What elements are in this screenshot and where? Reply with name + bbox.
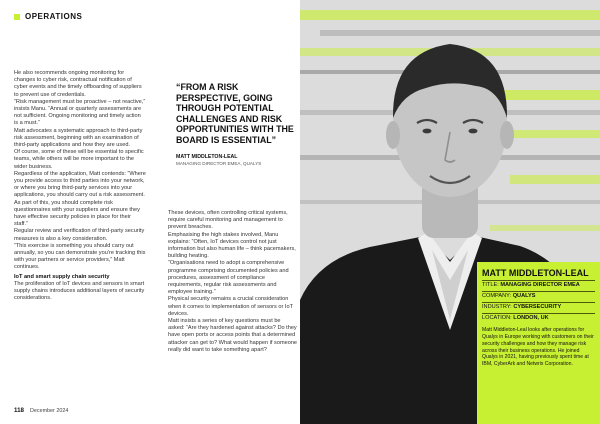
pull-quote-text: “FROM A RISK PERSPECTIVE, GOING THROUGH POTENTIAL CHALLENGES AND RISK OPPORTUNITIES WITH THE BOARD IS ESSENTIAL” bbox=[176, 82, 294, 145]
paragraph: Regardless of the application, Matt contends: “Where you provide access to third parties into your network, or where you bring third-party services into your applications, you should carry out a risk assessment. As part of this, you should complete risk questionnaires with your suppliers and ensure they have effective security policies in place for their staff.” bbox=[14, 170, 146, 228]
paragraph: Emphasising the high stakes involved, Manu explains: “Often, IoT devices control not just information but also human life – think pacemakers, building heating. bbox=[168, 231, 296, 260]
profile-location-row bbox=[482, 313, 595, 322]
paragraph: “Organisations need to adopt a comprehensive programme comprising documented policies and procedures, assessment of compliance requirements, regular risk assessments and employee training.” bbox=[168, 260, 289, 296]
issue-date: December 2024 bbox=[29, 408, 69, 414]
paragraph: Matt insists a series of key questions must be asked: “Are they hardened against attacks? Do they have open ports or access points that a determined attacker can get to? What would happen if someone really did want to take something apart? bbox=[168, 318, 298, 353]
profile-title-row bbox=[482, 280, 595, 289]
subheading: IoT and smart supply chain security bbox=[14, 273, 110, 280]
page-footer bbox=[14, 407, 68, 414]
pull-quote-name: MATT MIDDLETON-LEAL bbox=[176, 153, 238, 160]
pull-quote bbox=[176, 82, 294, 167]
page-number: 118 bbox=[14, 407, 24, 414]
paragraph: Of course, some of these will be essential to specific teams, while others will be more important to the wider business. bbox=[14, 149, 144, 170]
profile-value: QUALYS bbox=[512, 293, 536, 300]
paragraph: Matt advocates a systematic approach to third-party risk assessment, beginning with an examination of third-party applications and how they are used. bbox=[14, 127, 143, 149]
profile-label: LOCATION: bbox=[482, 315, 512, 322]
paragraph: Physical security remains a crucial consideration when it comes to implementation of sensors or IoT devices. bbox=[168, 296, 293, 317]
profile-name: MATT MIDDLETON-LEAL bbox=[482, 268, 589, 278]
paragraph: “Risk management must be proactive – not reactive,” insists Manu. “Annual or quarterly assessments are not sufficient. Ongoing monitoring and timely action is a must.” bbox=[14, 98, 146, 127]
profile-bio: Matt Middleton-Leal looks after operations for Qualys in Europe working with customers on their security challenges and how they manage risk across their business operations. He joined Qualys in 2021, having previously spent time at IBM, CyberArk and Netwrix Corporation. bbox=[482, 327, 594, 368]
pull-quote-role: MANAGING DIRECTOR EMEA, QUALYS bbox=[176, 160, 262, 166]
paragraph: The proliferation of IoT devices and sensors in smart supply chains introduces additional layers of security considerations. bbox=[14, 280, 145, 302]
paragraph: Regular review and verification of third-party security measures is also a key consideration. bbox=[14, 228, 145, 242]
profile-box bbox=[477, 262, 600, 424]
article-column-2 bbox=[168, 210, 298, 354]
paragraph: These devices, often controlling critical systems, require careful monitoring and management to prevent breaches. bbox=[168, 210, 288, 231]
profile-value: LONDON, UK bbox=[513, 315, 549, 322]
article-column-1 bbox=[14, 70, 146, 303]
profile-label: TITLE: bbox=[482, 282, 499, 289]
profile-value: MANAGING DIRECTOR EMEA bbox=[500, 282, 580, 289]
profile-industry-row bbox=[482, 302, 595, 311]
paragraph: “This exercise is something you should carry out annually, so you can demonstrate you’re tracking this with your partners or service providers,” Matt continues. bbox=[14, 242, 146, 271]
section-header bbox=[14, 12, 82, 21]
profile-company-row bbox=[482, 291, 595, 300]
paragraph: He also recommends ongoing monitoring for changes to cyber risk, contractual notification of cyber events and the timely offboarding of suppliers to prevent use of credentials. bbox=[14, 70, 142, 98]
profile-label: COMPANY: bbox=[482, 293, 512, 300]
section-marker bbox=[14, 14, 20, 20]
section-title: OPERATIONS bbox=[25, 12, 83, 21]
profile-value: CYBERSECURITY bbox=[513, 304, 562, 311]
profile-label: INDUSTRY: bbox=[482, 304, 512, 311]
